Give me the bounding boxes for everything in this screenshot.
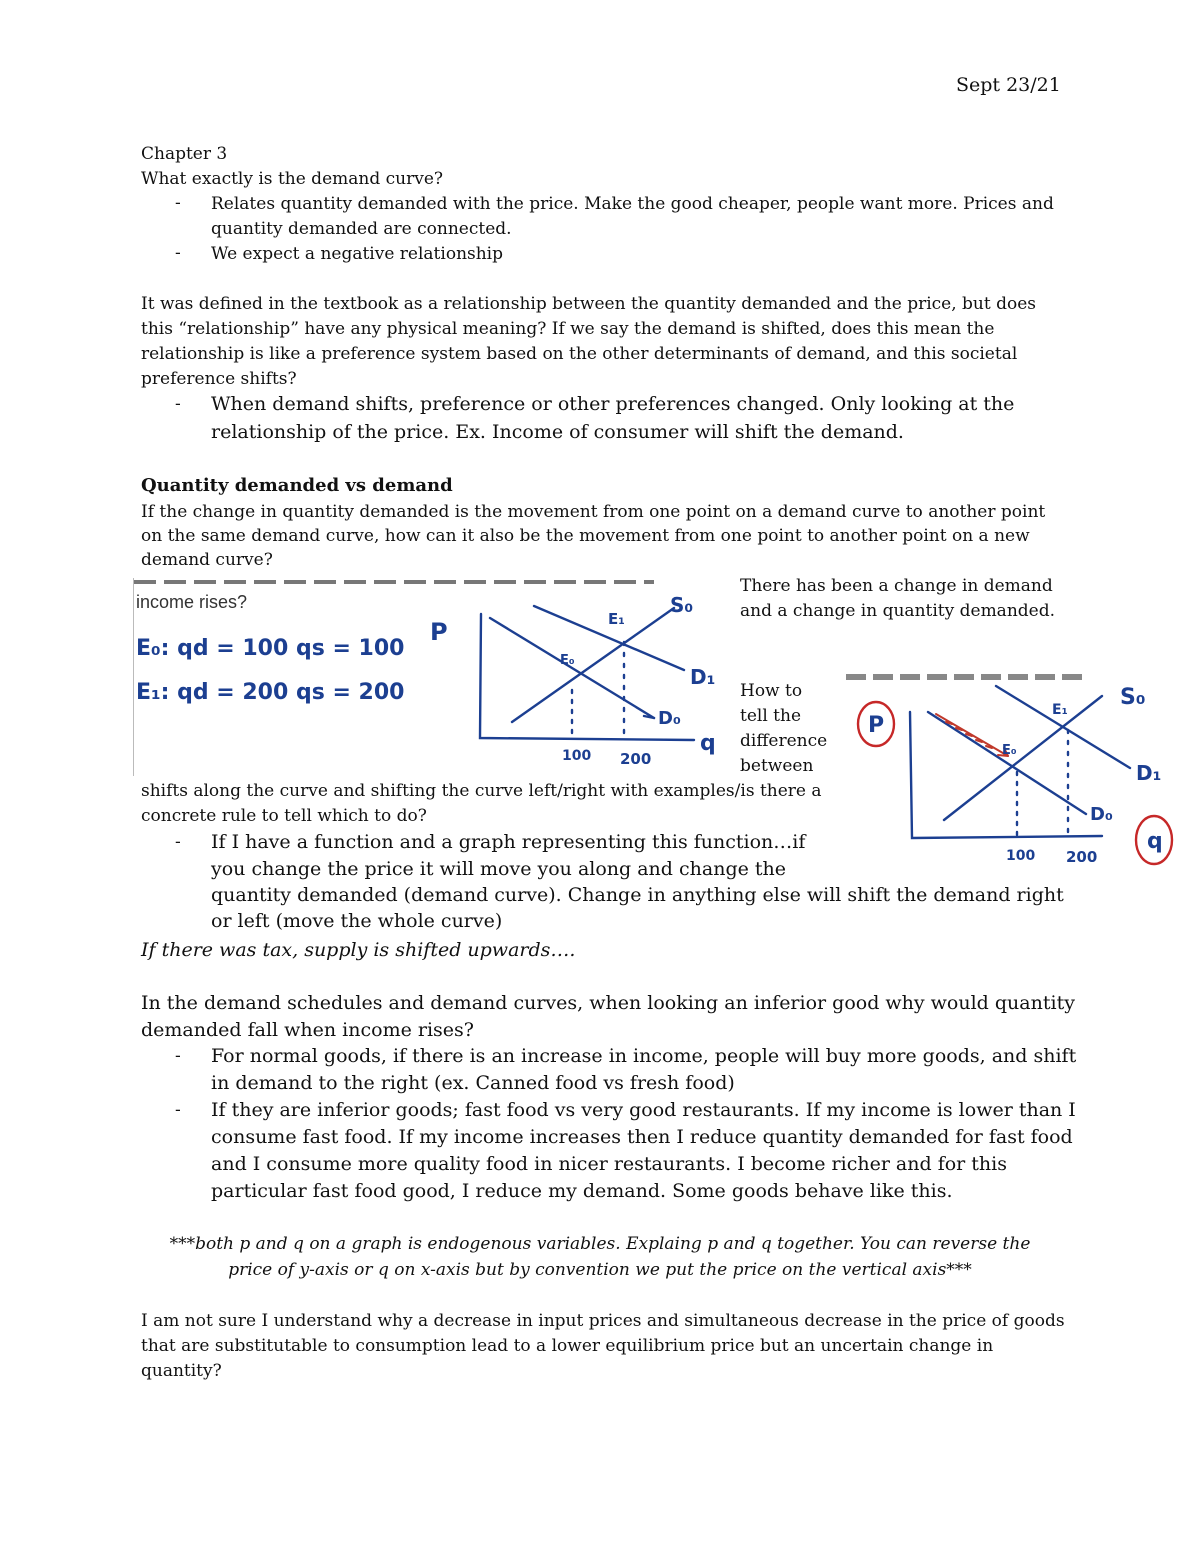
bullet-dash: - — [175, 1100, 181, 1120]
para4-line-2: concrete rule to tell which to do? — [141, 806, 427, 826]
label-d1: D₁ — [1136, 761, 1162, 785]
para5-b1-b: in demand to the right (ex. Canned food vs fresh food) — [211, 1072, 735, 1094]
q1-bullet-1a: Relates quantity demanded with the price. Make the good cheaper, people want more. Prices and — [211, 194, 1054, 214]
label-d0: D₀ — [1090, 804, 1113, 825]
graph-axes — [910, 712, 1102, 838]
date: Sept 23/21 — [956, 74, 1061, 96]
para2-line-4: preference shifts? — [141, 369, 297, 389]
label-d0: D₀ — [658, 708, 681, 729]
para3-line-3: demand curve? — [141, 550, 273, 570]
label-s0: S₀ — [670, 593, 694, 617]
para6-line-3: quantity? — [141, 1361, 222, 1381]
axis-label-p: P — [868, 713, 885, 738]
note-line-1: ***both p and q on a graph is endogenous variables. Explaing p and q together. You can reverse the — [169, 1234, 1031, 1254]
axis-label-q: q — [700, 731, 716, 756]
supply-demand-graph-1 — [134, 578, 724, 776]
side-note-line-1: There has been a change in demand — [740, 576, 1053, 596]
para5-b2-b: consume fast food. If my income increases then I reduce quantity demanded for fast food — [211, 1126, 1073, 1148]
para5-line-1: In the demand schedules and demand curves, when looking an inferior good why would quantity — [141, 992, 1075, 1014]
equilibrium-e0-note: E₀: qd = 100 qs = 100 — [136, 636, 405, 661]
tick-100: 100 — [562, 748, 592, 764]
how-line-3: difference — [740, 731, 828, 751]
para2-line-2: this “relationship” have any physical meaning? If we say the demand is shifted, does this mean the — [141, 319, 995, 339]
para5-b2-c: and I consume more quality food in nicer restaurants. I become richer and for this — [211, 1153, 1007, 1175]
question-1: What exactly is the demand curve? — [141, 169, 443, 189]
para2-line-1: It was defined in the textbook as a relationship between the quantity demanded and the price, but does — [141, 294, 1037, 314]
para5-line-2: demanded fall when income rises? — [141, 1019, 474, 1041]
para2-line-3: relationship is like a preference system based on the other determinants of demand, and this societal — [141, 344, 1018, 364]
movement-arrows — [936, 714, 1008, 756]
para4-line-1: shifts along the curve and shifting the curve left/right with examples/is there a — [141, 781, 822, 801]
chapter-title: Chapter 3 — [141, 144, 228, 164]
how-line-4: between — [740, 756, 814, 776]
tick-100: 100 — [1006, 848, 1036, 864]
bullet-dash: - — [175, 832, 181, 852]
para5-b2-a: If they are inferior goods; fast food vs very good restaurants. If my income is lower than I — [211, 1099, 1076, 1121]
cropped-question: income rises? — [136, 592, 248, 612]
para5-b1-a: For normal goods, if there is an increase in income, people will buy more goods, and shift — [211, 1045, 1077, 1067]
para2-bullet-b: relationship of the price. Ex. Income of consumer will shift the demand. — [211, 421, 904, 443]
bullet-dash: - — [175, 193, 181, 213]
para4-bullet-b: you change the price it will move you along and change the — [211, 858, 787, 880]
figure-supply-demand-2 — [840, 668, 1185, 878]
label-e0: E₀ — [1002, 743, 1017, 758]
para3-line-2: on the same demand curve, how can it also be the movement from one point to another point on a new — [141, 526, 1030, 546]
para6-line-2: that are substitutable to consumption lead to a lower equilibrium price but an uncertain change in — [141, 1336, 994, 1356]
para6-line-1: I am not sure I understand why a decrease in input prices and simultaneous decrease in the price of goods — [141, 1311, 1065, 1331]
para4-bullet-a: If I have a function and a graph representing this function…if — [211, 831, 806, 853]
figure-supply-demand-1 — [133, 578, 724, 776]
bullet-dash: - — [175, 394, 181, 414]
q1-bullet-2: We expect a negative relationship — [211, 244, 504, 264]
para2-bullet-a: When demand shifts, preference or other preferences changed. Only looking at the — [211, 393, 1015, 415]
label-e1: E₁ — [1052, 702, 1068, 718]
para4-bullet-c: quantity demanded (demand curve). Change in anything else will shift the demand right — [211, 884, 1064, 906]
label-d1: D₁ — [690, 665, 716, 689]
supply-demand-graph-2 — [840, 668, 1185, 878]
section-heading: Quantity demanded vs demand — [141, 475, 453, 496]
q1-bullet-1b: quantity demanded are connected. — [211, 219, 512, 239]
bullet-dash: - — [175, 1046, 181, 1066]
bullet-dash: - — [175, 243, 181, 263]
how-line-2: tell the — [740, 706, 802, 726]
equilibrium-e1-note: E₁: qd = 200 qs = 200 — [136, 680, 405, 705]
tick-200: 200 — [620, 750, 652, 768]
tick-200: 200 — [1066, 848, 1098, 866]
how-line-1: How to — [740, 681, 803, 701]
tax-note: If there was tax, supply is shifted upwards…. — [141, 939, 576, 961]
para4-bullet-d: or left (move the whole curve) — [211, 910, 503, 932]
supply-curve-s0 — [944, 696, 1102, 820]
supply-curve-s0 — [512, 608, 674, 722]
axis-label-q: q — [1147, 829, 1163, 854]
label-e1: E₁ — [608, 610, 625, 628]
label-s0: S₀ — [1120, 685, 1146, 710]
para5-b2-d: particular fast food good, I reduce my demand. Some goods behave like this. — [211, 1180, 953, 1202]
axis-label-p: P — [430, 618, 448, 646]
note-line-2: price of y-axis or q on x-axis but by convention we put the price on the vertical axis*** — [228, 1260, 972, 1280]
label-e0: E₀ — [560, 653, 575, 668]
side-note-line-2: and a change in quantity demanded. — [740, 601, 1055, 621]
para3-line-1: If the change in quantity demanded is the movement from one point on a demand curve to another point — [141, 502, 1046, 522]
